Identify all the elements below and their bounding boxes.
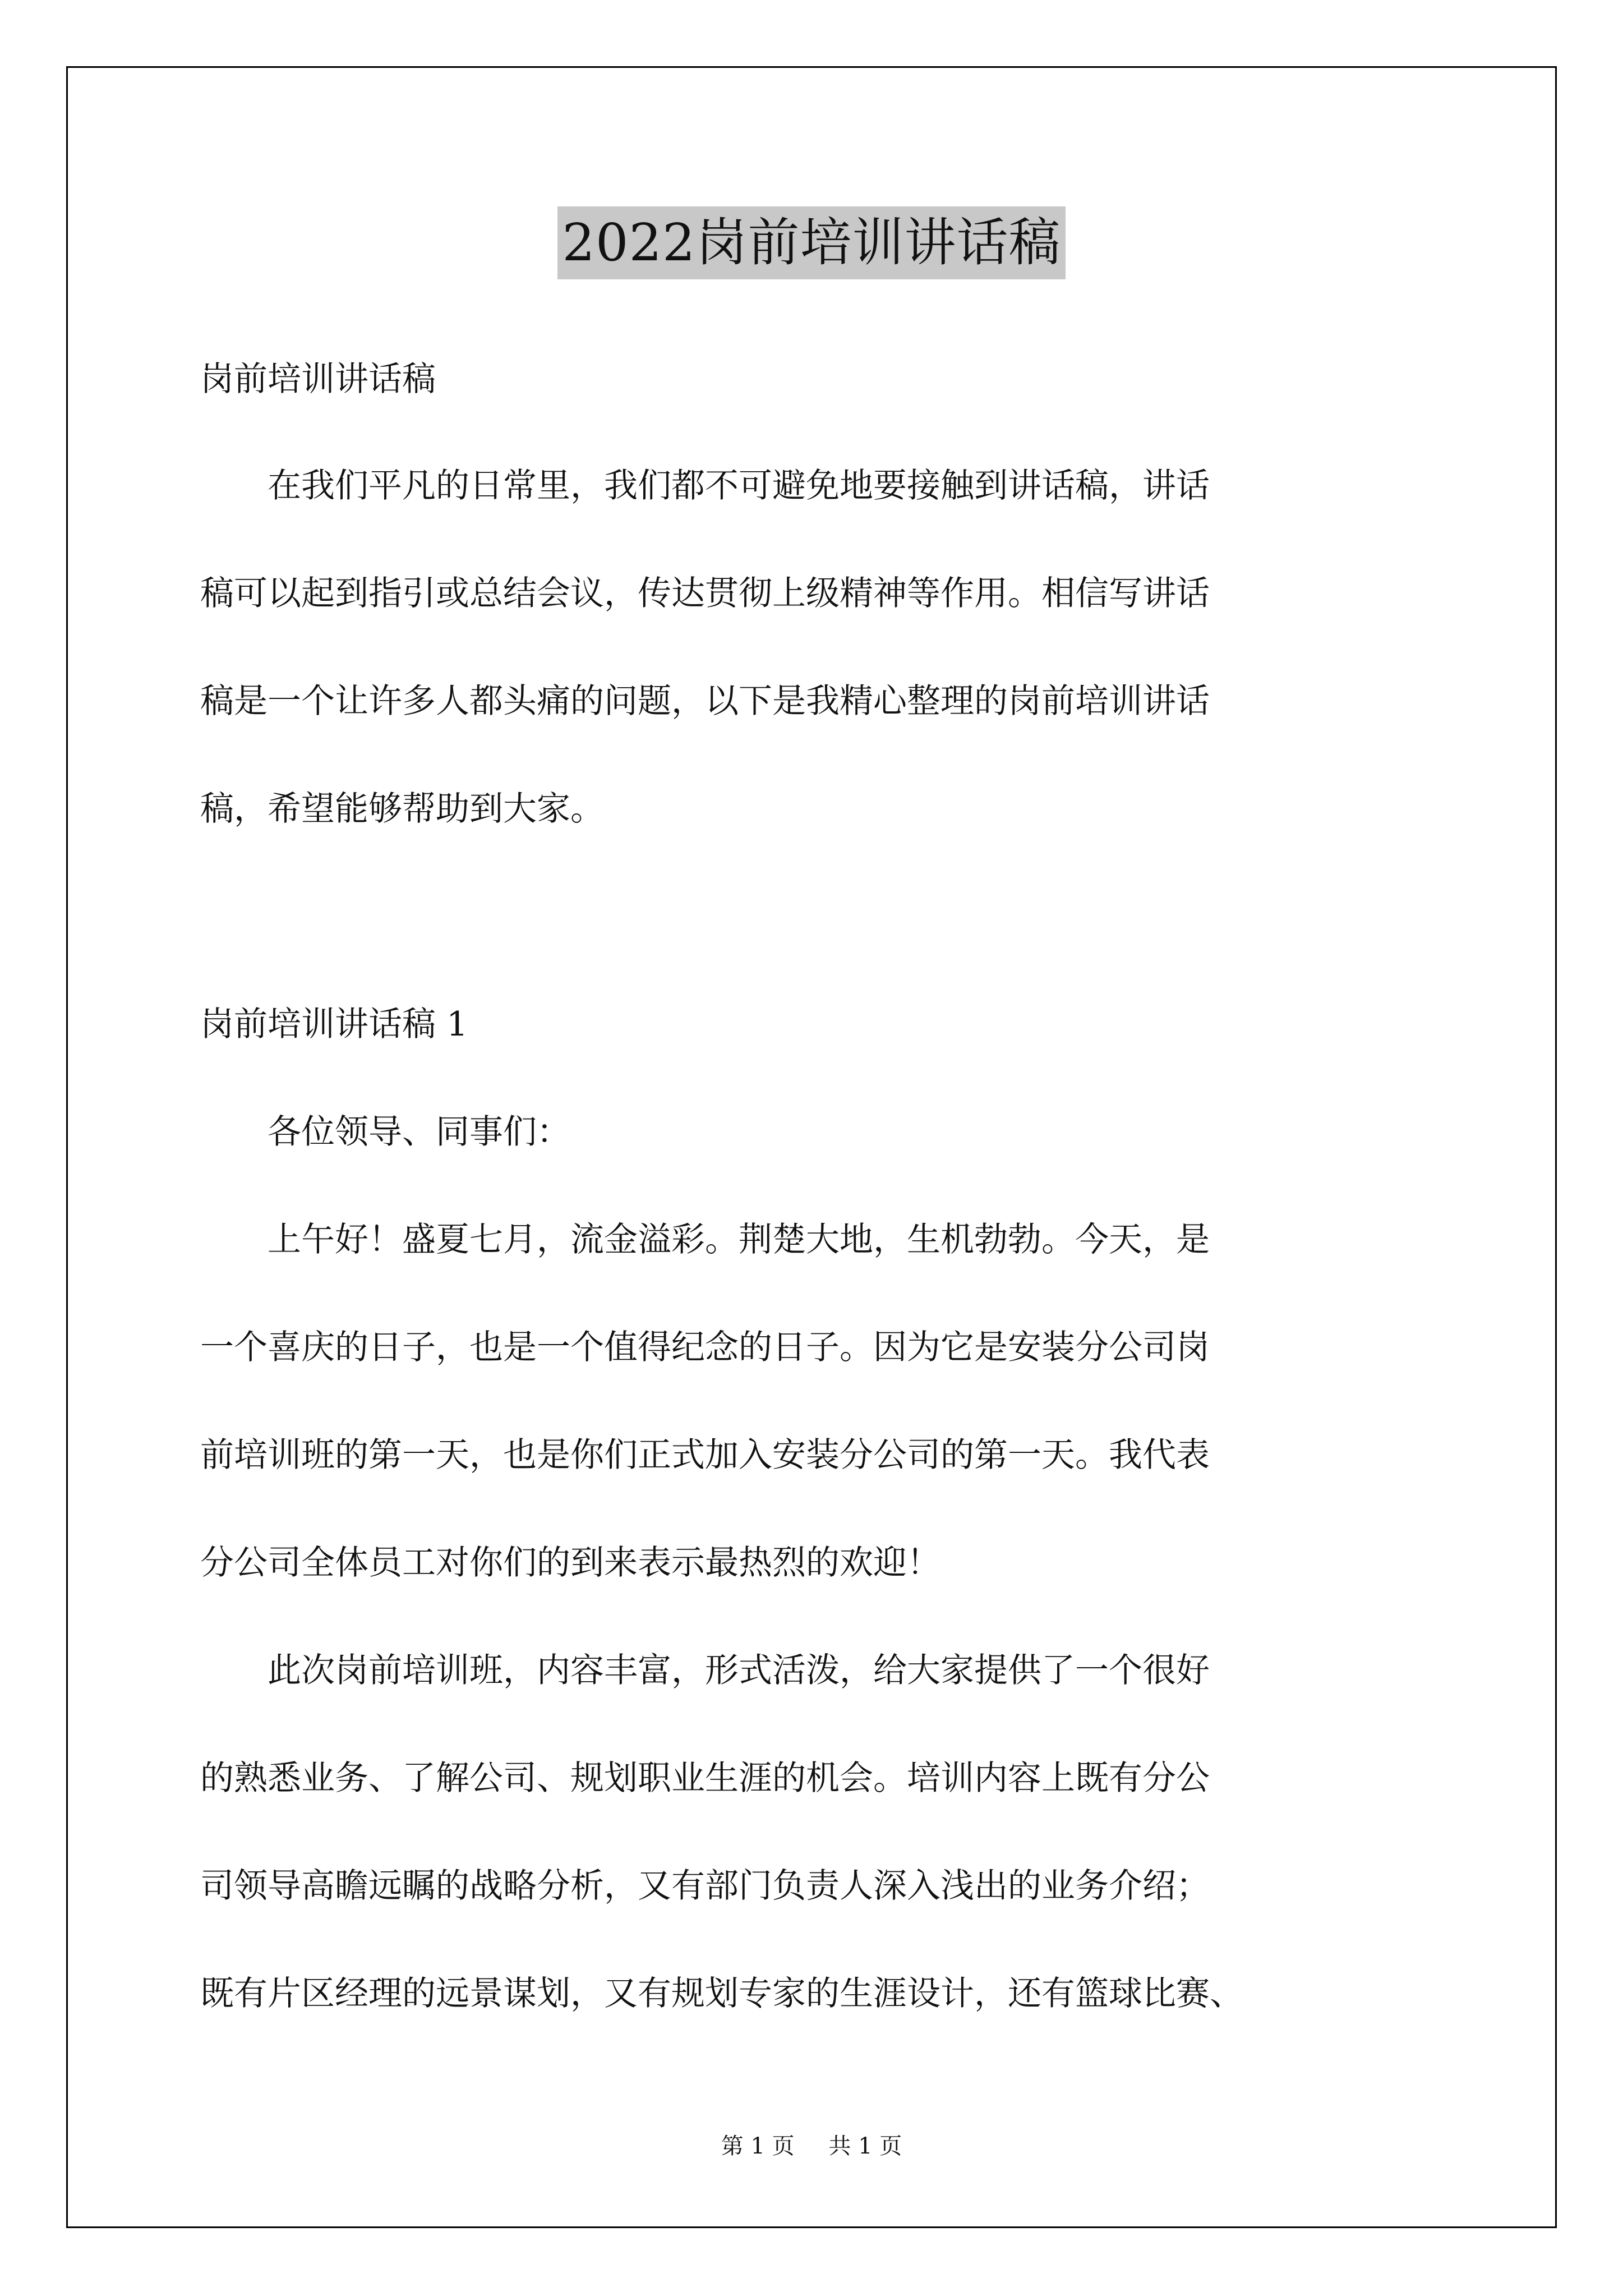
paragraph2-line-4: 既有片区经理的远景谋划，又有规划专家的生涯设计，还有篮球比赛、: [200, 1974, 1243, 2013]
paragraph2-line-2: 的熟悉业务、了解公司、规划职业生涯的机会。培训内容上既有分公: [200, 1759, 1210, 1798]
page-total: 共 1 页: [828, 2133, 902, 2159]
paragraph1-line-3: 前培训班的第一天，也是你们正式加入安装分公司的第一天。我代表: [200, 1435, 1210, 1475]
paragraph2-line-3: 司领导高瞻远瞩的战略分析，又有部门负责人深入浅出的业务介绍；: [200, 1866, 1210, 1906]
intro-line-2: 稿可以起到指引或总结会议，传达贯彻上级精神等作用。相信写讲话: [200, 574, 1210, 613]
intro-line-3: 稿是一个让许多人都头痛的问题，以下是我精心整理的岗前培训讲话: [200, 682, 1210, 721]
paragraph1-line-2: 一个喜庆的日子，也是一个值得纪念的日子。因为它是安装分公司岗: [200, 1328, 1210, 1367]
document-subtitle: 岗前培训讲话稿: [200, 360, 436, 399]
document-title: 2022岗前培训讲话稿: [557, 206, 1065, 279]
section-heading: 岗前培训讲话稿 1: [200, 1005, 468, 1044]
intro-line-1: 在我们平凡的日常里，我们都不可避免地要接触到讲话稿，讲话: [200, 466, 1210, 505]
page-number: 第 1 页: [721, 2133, 795, 2159]
paragraph2-line-1: 此次岗前培训班，内容丰富，形式活泼，给大家提供了一个很好: [200, 1651, 1210, 1690]
paragraph1-line-4: 分公司全体员工对你们的到来表示最热烈的欢迎！: [200, 1543, 940, 1582]
greeting-line: 各位领导、同事们：: [200, 1112, 570, 1152]
page-footer: [0, 2132, 1623, 2161]
title-container: [0, 206, 1623, 279]
intro-line-4: 稿，希望能够帮助到大家。: [200, 789, 604, 829]
paragraph1-line-1: 上午好！盛夏七月，流金溢彩。荆楚大地，生机勃勃。今天，是: [200, 1220, 1210, 1259]
